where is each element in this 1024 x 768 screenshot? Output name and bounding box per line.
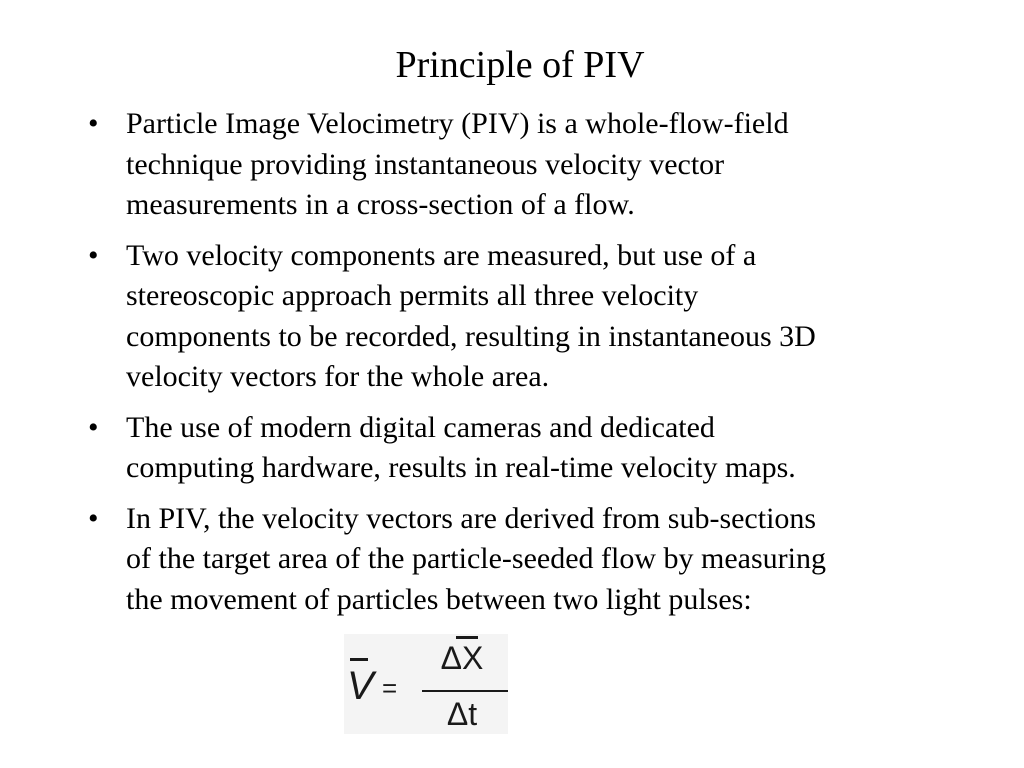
bullet-line: computing hardware, results in real-time velocity maps. [126, 451, 796, 484]
bullet-item [82, 408, 942, 489]
bullet-dot-icon: • [88, 410, 99, 444]
mean-bar-over-v [350, 658, 368, 661]
bullet-line: Particle Image Velocimetry (PIV) is a whole-flow-field [126, 107, 789, 140]
bullet-line: technique providing instantaneous velocity vector [126, 147, 725, 181]
bullet-item [82, 499, 942, 621]
formula-numerator: ΔX [440, 640, 484, 676]
bullet-line: measurements in a cross-section of a flow. [126, 188, 635, 221]
bullet-line: components to be recorded, resulting in instantaneous 3D [126, 319, 816, 353]
formula-denominator: Δt [446, 696, 478, 732]
bullet-item [82, 236, 942, 398]
bullet-text [126, 408, 942, 489]
bullet-line: of the target area of the particle-seeded flow by measuring [126, 542, 826, 575]
bullet-line: The use of modern digital cameras and dedicated [126, 410, 715, 444]
bullet-line: the movement of particles between two light pulses: [126, 582, 752, 616]
bullet-dot-icon: • [88, 238, 99, 272]
velocity-formula-image [344, 634, 508, 734]
bullet-line: velocity vectors for the whole area. [126, 360, 550, 393]
slide-title: Principle of PIV [395, 44, 645, 86]
bullet-dot-icon: • [88, 107, 99, 140]
bullet-list [82, 104, 942, 630]
formula-velocity: V [347, 664, 374, 708]
bullet-text [126, 104, 942, 226]
bullet-line: In PIV, the velocity vectors are derived from sub-sections [126, 501, 817, 535]
bullet-line: stereoscopic approach permits all three velocity [126, 279, 699, 312]
bullet-item [82, 104, 942, 226]
fraction-line [422, 690, 508, 692]
formula-equals: = [382, 673, 398, 703]
bullet-line: Two velocity components are measured, but use of a [126, 238, 757, 272]
bullet-text [126, 499, 942, 621]
bullet-dot-icon: • [88, 501, 99, 535]
mean-bar-over-x [456, 636, 478, 639]
bullet-text [126, 236, 942, 398]
